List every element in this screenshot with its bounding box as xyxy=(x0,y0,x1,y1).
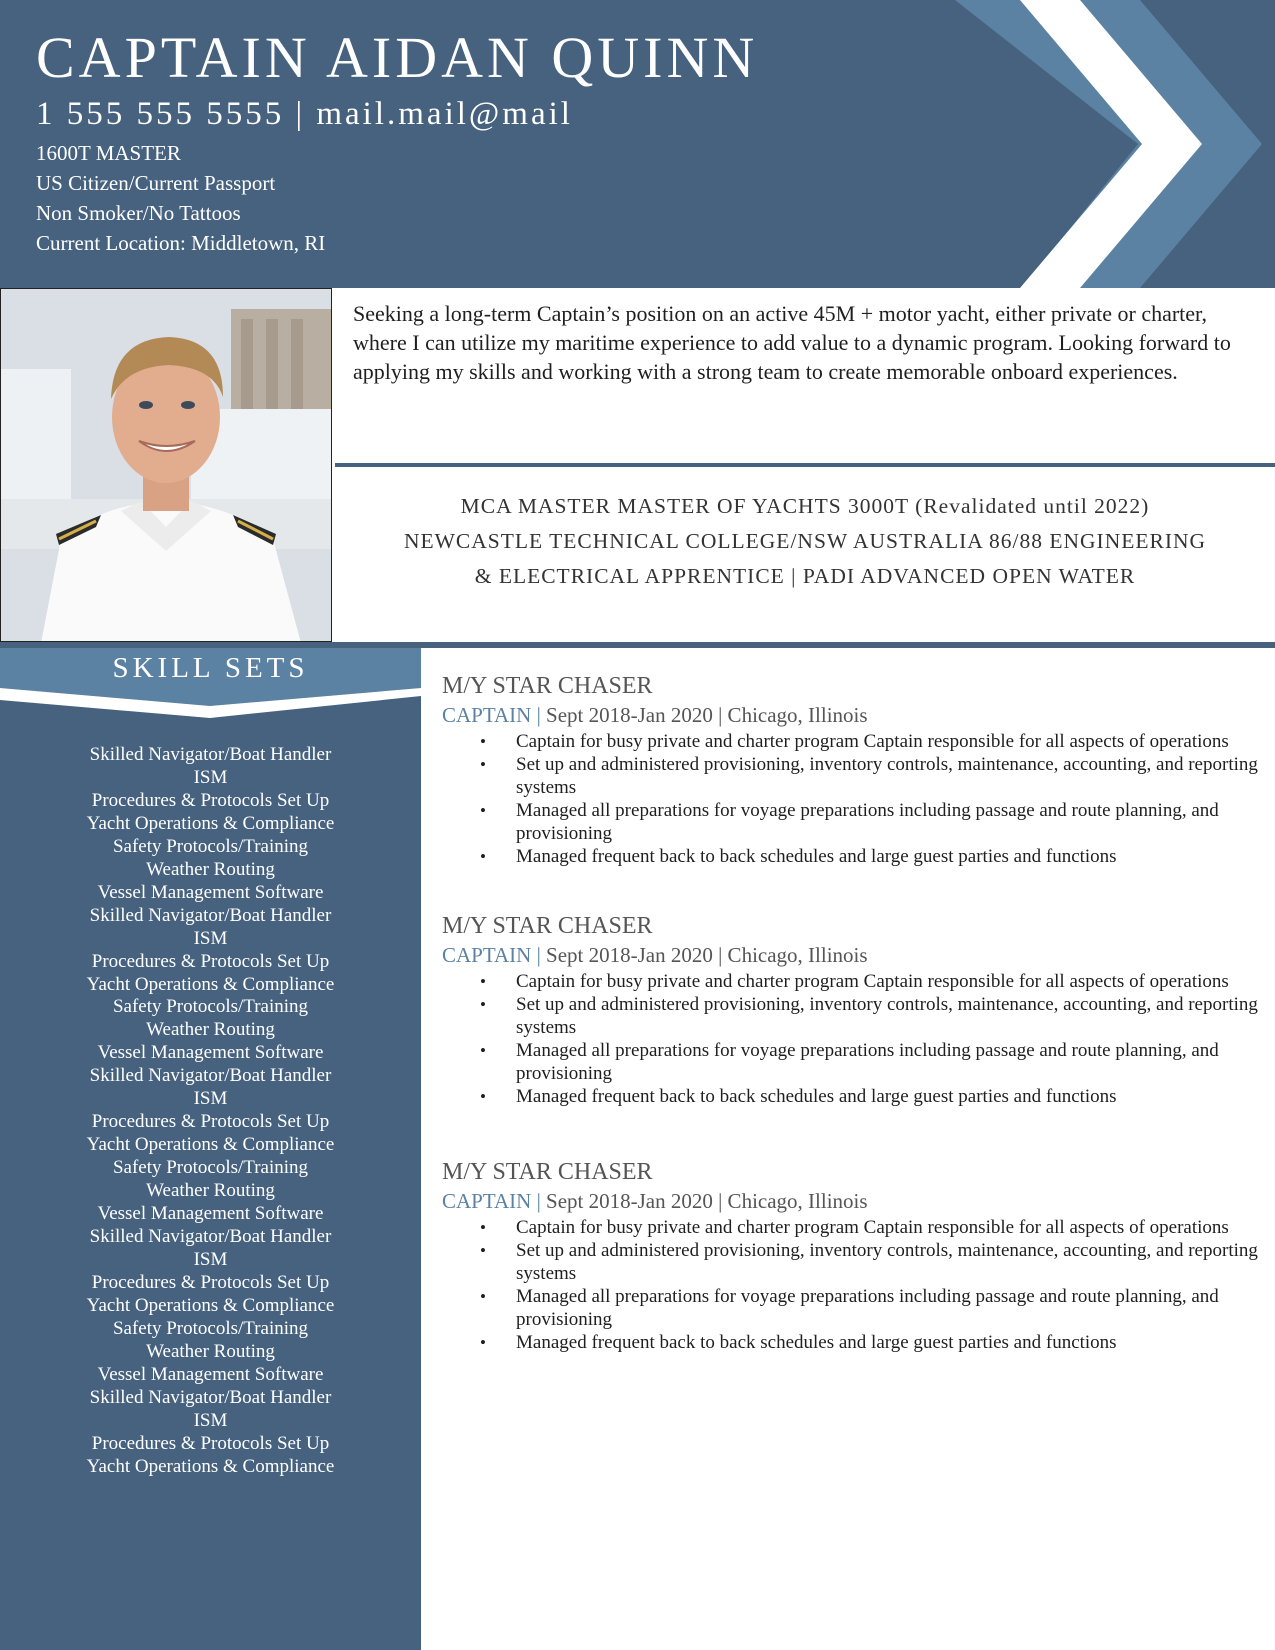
responsibility-text: Managed all preparations for voyage preparations including passage and route planning, and provisioning xyxy=(516,1040,1219,1084)
bullet-icon: • xyxy=(480,755,486,774)
job-role: CAPTAIN | xyxy=(442,1189,541,1213)
job-role: CAPTAIN | xyxy=(442,943,541,967)
skill-item: Procedures & Protocols Set Up xyxy=(91,950,330,972)
bullet-icon: • xyxy=(480,995,486,1014)
detail-line: Current Location: Middletown, RI xyxy=(36,231,326,255)
responsibility-text: Managed all preparations for voyage preparations including passage and route planning, and provisioning xyxy=(516,800,1219,844)
responsibility-text: Captain for busy private and charter program Captain responsible for all aspects of operations xyxy=(516,731,1229,752)
skill-item: Vessel Management Software xyxy=(97,881,324,903)
job-dates-location: Sept 2018-Jan 2020 | Chicago, Illinois xyxy=(546,943,868,967)
responsibility-item xyxy=(442,845,1262,868)
responsibility-text: Managed frequent back to back schedules and large guest parties and functions xyxy=(516,1332,1117,1353)
skill-item: Safety Protocols/Training xyxy=(112,1317,309,1339)
candidate-name: CAPTAIN AIDAN QUINN xyxy=(36,25,759,90)
detail-line: 1600T MASTER xyxy=(36,141,181,165)
section-divider xyxy=(335,463,1275,467)
skill-item: Procedures & Protocols Set Up xyxy=(91,789,330,811)
profile-photo xyxy=(0,288,332,642)
responsibility-list xyxy=(442,970,1262,1108)
responsibility-item xyxy=(442,753,1262,799)
skill-item: Safety Protocols/Training xyxy=(112,1157,309,1179)
skill-item: Yacht Operations & Compliance xyxy=(86,1455,335,1477)
objective-statement: Seeking a long-term Captain’s position on an active 45M + motor yacht, either private or charter, where I can utilize my maritime experience to add value to a dynamic program. Looking forward to applying my skills and working with a strong team to create memorable onboard experiences. xyxy=(353,301,1231,384)
responsibility-text: Managed all preparations for voyage preparations including passage and route planning, and provisioning xyxy=(516,1286,1219,1330)
job-meta xyxy=(442,1186,1262,1216)
responsibility-item xyxy=(442,799,1262,845)
skill-item: Skilled Navigator/Boat Handler xyxy=(89,904,332,926)
bullet-icon: • xyxy=(480,1241,486,1260)
responsibility-item xyxy=(442,1216,1262,1239)
responsibility-text: Managed frequent back to back schedules and large guest parties and functions xyxy=(516,846,1117,867)
skill-item: Vessel Management Software xyxy=(97,1363,324,1385)
skill-item: Procedures & Protocols Set Up xyxy=(91,1271,330,1293)
skill-item: ISM xyxy=(193,1248,228,1270)
detail-line: Non Smoker/No Tattoos xyxy=(36,201,241,225)
skill-item: ISM xyxy=(193,927,228,949)
bullet-icon: • xyxy=(480,1287,486,1306)
skill-item: Weather Routing xyxy=(146,1340,275,1362)
certifications xyxy=(335,489,1275,594)
skill-item: Procedures & Protocols Set Up xyxy=(91,1432,330,1454)
responsibility-item xyxy=(442,730,1262,753)
skills-heading: SKILL SETS xyxy=(112,652,309,684)
responsibility-item xyxy=(442,1331,1262,1354)
responsibility-item xyxy=(442,1085,1262,1108)
vessel-name: M/Y STAR CHASER xyxy=(442,673,653,699)
skill-item: Skilled Navigator/Boat Handler xyxy=(89,1226,332,1248)
responsibility-list xyxy=(442,730,1262,868)
responsibility-list xyxy=(442,1216,1262,1354)
bullet-icon: • xyxy=(480,972,486,991)
job-dates-location: Sept 2018-Jan 2020 | Chicago, Illinois xyxy=(546,1189,868,1213)
certification-line: NEWCASTLE TECHNICAL COLLEGE/NSW AUSTRALIA 86/88 ENGINEERING xyxy=(403,529,1207,553)
responsibility-item xyxy=(442,1239,1262,1285)
skills-list xyxy=(0,744,421,1479)
bullet-icon: • xyxy=(480,732,486,751)
skill-item: Weather Routing xyxy=(146,1180,275,1202)
responsibility-text: Set up and administered provisioning, inventory controls, maintenance, accounting, and reporting systems xyxy=(516,1240,1258,1284)
bullet-icon: • xyxy=(480,1041,486,1060)
skill-item: Skilled Navigator/Boat Handler xyxy=(89,1065,332,1087)
vessel-name: M/Y STAR CHASER xyxy=(442,913,653,939)
bullet-icon: • xyxy=(480,847,486,866)
experience-entry xyxy=(442,672,1262,868)
skill-item: Vessel Management Software xyxy=(97,1042,324,1064)
skill-item: Yacht Operations & Compliance xyxy=(86,973,335,995)
responsibility-item xyxy=(442,970,1262,993)
header-details xyxy=(36,138,325,258)
vessel-name: M/Y STAR CHASER xyxy=(442,1159,653,1185)
certification-line: MCA MASTER MASTER OF YACHTS 3000T (Revalidated until 2022) xyxy=(460,494,1150,518)
skill-item: Procedures & Protocols Set Up xyxy=(91,1111,330,1133)
skill-item: ISM xyxy=(193,1409,228,1431)
skill-item: Yacht Operations & Compliance xyxy=(86,1294,335,1316)
job-role: CAPTAIN | xyxy=(442,703,541,727)
experience-entry xyxy=(442,1158,1262,1354)
responsibility-item xyxy=(442,1039,1262,1085)
bullet-icon: • xyxy=(480,1218,486,1237)
responsibility-text: Set up and administered provisioning, inventory controls, maintenance, accounting, and reporting systems xyxy=(516,754,1258,798)
skill-item: ISM xyxy=(193,766,228,788)
job-meta xyxy=(442,700,1262,730)
bullet-icon: • xyxy=(480,1333,486,1352)
bullet-icon: • xyxy=(480,1087,486,1106)
contact-line: 1 555 555 5555 | mail.mail@mail xyxy=(36,96,573,132)
responsibility-text: Set up and administered provisioning, inventory controls, maintenance, accounting, and reporting systems xyxy=(516,994,1258,1038)
certification-line: & ELECTRICAL APPRENTICE | PADI ADVANCED OPEN WATER xyxy=(474,564,1136,588)
job-meta xyxy=(442,940,1262,970)
responsibility-text: Captain for busy private and charter program Captain responsible for all aspects of operations xyxy=(516,1217,1229,1238)
detail-line: US Citizen/Current Passport xyxy=(36,171,276,195)
skill-item: ISM xyxy=(193,1088,228,1110)
header-banner xyxy=(0,0,1275,288)
skill-item: Weather Routing xyxy=(146,1019,275,1041)
responsibility-text: Captain for busy private and charter program Captain responsible for all aspects of operations xyxy=(516,971,1229,992)
skill-item: Yacht Operations & Compliance xyxy=(86,1134,335,1156)
responsibility-item xyxy=(442,1285,1262,1331)
responsibility-item xyxy=(442,993,1262,1039)
skill-item: Vessel Management Software xyxy=(97,1203,324,1225)
skill-item: Skilled Navigator/Boat Handler xyxy=(89,744,332,765)
bullet-icon: • xyxy=(480,801,486,820)
job-dates-location: Sept 2018-Jan 2020 | Chicago, Illinois xyxy=(546,703,868,727)
skill-item: Skilled Navigator/Boat Handler xyxy=(89,1386,332,1408)
responsibility-text: Managed frequent back to back schedules and large guest parties and functions xyxy=(516,1086,1117,1107)
skill-item: Safety Protocols/Training xyxy=(112,835,309,857)
skill-item: Safety Protocols/Training xyxy=(112,996,309,1018)
skill-item: Yacht Operations & Compliance xyxy=(86,812,335,834)
skill-item: Weather Routing xyxy=(146,858,275,880)
experience-entry xyxy=(442,912,1262,1108)
captain-portrait-image xyxy=(1,289,332,642)
